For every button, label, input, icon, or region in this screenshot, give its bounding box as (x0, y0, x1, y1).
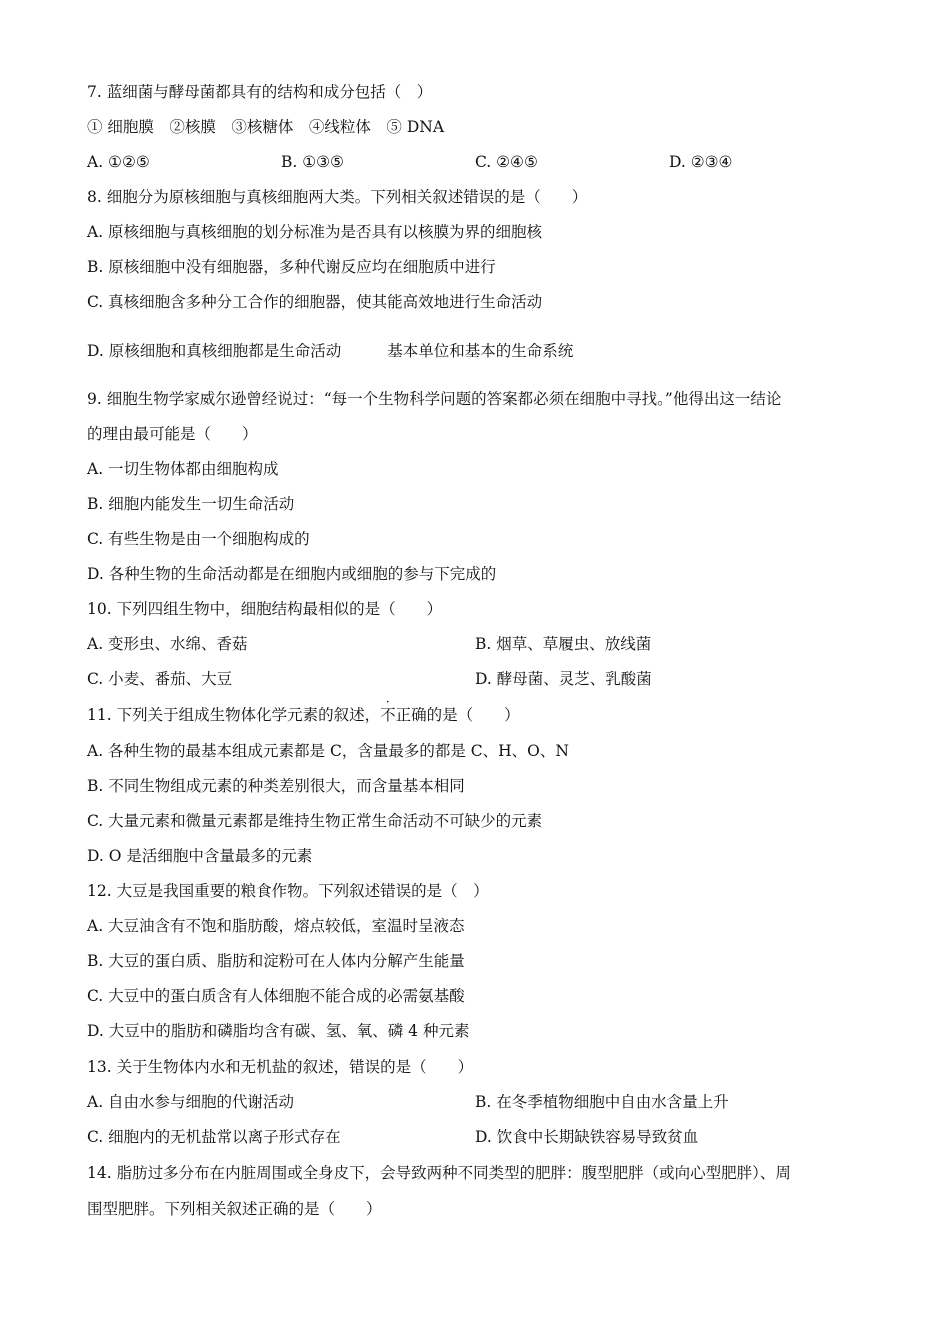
q8-option-d-part2: 基本单位和基本的生命系统 (387, 342, 574, 360)
q7-option-d: D. ②③④ (669, 153, 733, 171)
q7-stem: 7. 蓝细菌与酵母菌都具有的结构和成分包括（ ） (87, 83, 433, 101)
q9-stem-line1: 9. 细胞生物学家威尔逊曾经说过：“每一个生物科学问题的答案都必须在细胞中寻找。”他得出这一结论 (87, 390, 782, 408)
q11-emphasis (380, 695, 396, 725)
q11-emphasis-word: 不 (380, 706, 396, 724)
q12-option-a: A. 大豆油含有不饱和脂肪酸，熔点较低，室温时呈液态 (87, 917, 465, 935)
q8-option-c: C. 真核细胞含多种分工合作的细胞器，使其能高效地进行生命活动 (87, 293, 543, 311)
q11-stem-before: 11. 下列关于组成生物体化学元素的叙述， (87, 706, 381, 724)
q7-option-c: C. ②④⑤ (475, 153, 538, 171)
q14-stem-line2: 围型肥胖。下列相关叙述正确的是（ ） (87, 1200, 382, 1218)
q9-option-a: A. 一切生物体都由细胞构成 (87, 460, 279, 478)
q12-option-b: B. 大豆的蛋白质、脂肪和淀粉可在人体内分解产生能量 (87, 952, 465, 970)
q7-items: ① 细胞膜 ②核膜 ③核糖体 ④线粒体 ⑤ DNA (87, 118, 445, 136)
q7-option-a: A. ①②⑤ (87, 153, 150, 171)
q13-option-d: D. 饮食中长期缺铁容易导致贫血 (475, 1128, 699, 1146)
q9-option-d: D. 各种生物的生命活动都是在细胞内或细胞的参与下完成的 (87, 565, 497, 583)
q10-stem: 10. 下列四组生物中，细胞结构最相似的是（ ） (87, 600, 443, 618)
q13-option-c: C. 细胞内的无机盐常以离子形式存在 (87, 1128, 341, 1146)
q9-option-c: C. 有些生物是由一个细胞构成的 (87, 530, 310, 548)
emphasis-dot: · (385, 695, 390, 709)
q8-option-d-part1: D. 原核细胞和真核细胞都是生命活动 (87, 342, 342, 360)
q8-option-b: B. 原核细胞中没有细胞器，多种代谢反应均在细胞质中进行 (87, 258, 496, 276)
q10-option-c: C. 小麦、番茄、大豆 (87, 670, 233, 688)
q12-option-d: D. 大豆中的脂肪和磷脂均含有碳、氢、氧、磷 4 种元素 (87, 1022, 470, 1040)
q13-option-b: B. 在冬季植物细胞中自由水含量上升 (475, 1093, 729, 1111)
q11-option-c: C. 大量元素和微量元素都是维持生物正常生命活动不可缺少的元素 (87, 812, 543, 830)
q10-option-a: A. 变形虫、水绵、香菇 (87, 635, 248, 653)
q14-stem-line1: 14. 脂肪过多分布在内脏周围或全身皮下，会导致两种不同类型的肥胖：腹型肥胖（或向心型肥胖）、周 (87, 1164, 791, 1182)
q11-stem-after: 正确的是（ ） (395, 706, 520, 724)
q9-stem-line2: 的理由最可能是（ ） (87, 425, 258, 443)
q13-stem: 13. 关于生物体内水和无机盐的叙述，错误的是（ ） (87, 1058, 474, 1076)
q9-option-b: B. 细胞内能发生一切生命活动 (87, 495, 295, 513)
q10-option-d: D. 酵母菌、灵芝、乳酸菌 (475, 670, 652, 688)
q12-stem: 12. 大豆是我国重要的粮食作物。下列叙述错误的是（ ） (87, 882, 489, 900)
q8-stem: 8. 细胞分为原核细胞与真核细胞两大类。下列相关叙述错误的是（ ） (87, 188, 588, 206)
q11-option-b: B. 不同生物组成元素的种类差别很大，而含量基本相同 (87, 777, 465, 795)
q12-option-c: C. 大豆中的蛋白质含有人体细胞不能合成的必需氨基酸 (87, 987, 465, 1005)
q10-option-b: B. 烟草、草履虫、放线菌 (475, 635, 652, 653)
q8-option-d (87, 341, 573, 361)
q8-option-a: A. 原核细胞与真核细胞的划分标准为是否具有以核膜为界的细胞核 (87, 223, 543, 241)
q11-stem (87, 695, 520, 725)
q11-option-d: D. O 是活细胞中含量最多的元素 (87, 847, 313, 865)
q11-option-a: A. 各种生物的最基本组成元素都是 C，含量最多的都是 C、H、O、N (87, 742, 569, 760)
q7-option-b: B. ①③⑤ (281, 153, 344, 171)
q13-option-a: A. 自由水参与细胞的代谢活动 (87, 1093, 295, 1111)
